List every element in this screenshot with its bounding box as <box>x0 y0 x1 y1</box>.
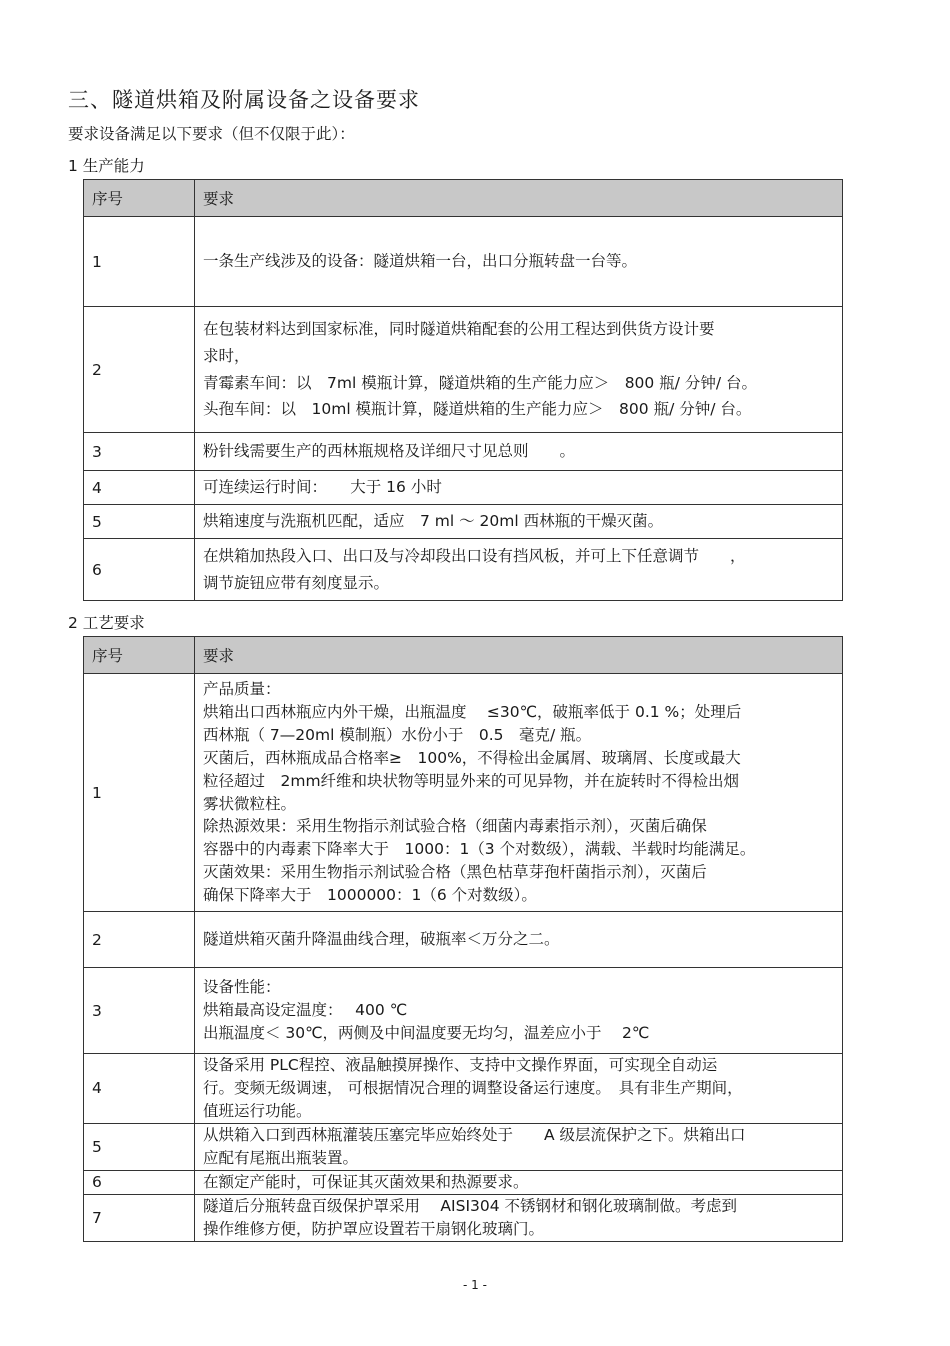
row-number: 4 <box>84 471 195 505</box>
row-requirement <box>195 1194 843 1241</box>
requirement-line: 应配有尾瓶出瓶装置。 <box>203 1148 359 1167</box>
row-number: 6 <box>84 539 195 601</box>
requirement-line: 容器中的内毒素下降率大于 1000：1（3 个对数级），满载、半载时均能满足。 <box>203 840 756 859</box>
requirement-line: 除热源效果：采用生物指示剂试验合格（细菌内毒素指示剂），灭菌后确保 <box>203 817 707 836</box>
page-number: - 1 - <box>463 1278 487 1292</box>
row-requirement <box>195 1054 843 1124</box>
row-number: 1 <box>84 217 195 307</box>
header-requirement: 要求 <box>195 637 843 674</box>
requirement-line: 在烘箱加热段入口、出口及与冷却段出口设有挡风板，并可上下任意调节 ， <box>203 546 746 565</box>
header-requirement: 要求 <box>195 180 843 217</box>
row-requirement <box>195 1123 843 1170</box>
section-heading-capacity: 1 生产能力 <box>68 157 145 175</box>
row-requirement <box>195 968 843 1054</box>
requirement-line: 在包装材料达到国家标准，同时隧道烘箱配套的公用工程达到供货方设计要 <box>203 319 715 338</box>
row-requirement <box>195 217 843 307</box>
row-requirement <box>195 505 843 539</box>
row-number: 5 <box>84 1123 195 1170</box>
requirement-line: 设备采用 PLC程控、液晶触摸屏操作、支持中文操作界面，可实现全自动运 <box>203 1056 718 1074</box>
requirement-line: 烘箱速度与洗瓶机匹配，适应 7 ml ～ 20ml 西林瓶的干燥灭菌。 <box>203 512 664 531</box>
table-header-row <box>84 637 843 674</box>
table-row <box>84 968 843 1054</box>
requirement-line: 头孢车间：以 10ml 模瓶计算，隧道烘箱的生产能力应＞ 800 瓶/ 分钟/ 台。 <box>203 400 752 419</box>
requirement-line: 确保下降率大于 1000000：1（6 个对数级）。 <box>203 886 537 905</box>
table-row <box>84 505 843 539</box>
requirement-line: 隧道后分瓶转盘百级保护罩采用 AISI304 不锈钢材和钢化玻璃制做。考虑到 <box>203 1196 738 1215</box>
row-number: 3 <box>84 433 195 471</box>
requirement-line: 调节旋钮应带有刻度显示。 <box>203 573 390 592</box>
requirement-line: 西林瓶（ 7—20ml 模制瓶）水份小于 0.5 毫克/ 瓶。 <box>203 725 592 744</box>
row-number: 1 <box>84 674 195 912</box>
requirement-line: 值班运行功能。 <box>203 1101 312 1120</box>
document-title: 三、隧道烘箱及附属设备之设备要求 <box>68 88 420 112</box>
requirement-line: 从烘箱入口到西林瓶灌装压塞完毕应始终处于 A 级层流保护之下。烘箱出口 <box>203 1125 746 1144</box>
table-row <box>84 471 843 505</box>
requirement-line: 灭菌效果：采用生物指示剂试验合格（黑色枯草芽孢杆菌指示剂），灭菌后 <box>203 863 707 882</box>
requirement-line: 求时， <box>203 346 250 365</box>
row-number: 6 <box>84 1170 195 1194</box>
requirement-line: 雾状微粒柱。 <box>203 794 297 813</box>
row-requirement <box>195 912 843 968</box>
table-row <box>84 307 843 433</box>
row-number: 5 <box>84 505 195 539</box>
row-requirement <box>195 539 843 601</box>
section-heading-process: 2 工艺要求 <box>68 614 145 632</box>
requirement-line: 行。变频无级调速， 可根据情况合理的调整设备运行速度。 具有非生产期间， <box>203 1078 743 1097</box>
table-row <box>84 1194 843 1241</box>
row-requirement <box>195 433 843 471</box>
requirement-line: 青霉素车间：以 7ml 模瓶计算，隧道烘箱的生产能力应＞ 800 瓶/ 分钟/ 台。 <box>203 373 758 392</box>
requirement-line: 一条生产线涉及的设备：隧道烘箱一台，出口分瓶转盘一台等。 <box>203 252 638 271</box>
requirement-line: 设备性能： <box>203 978 281 997</box>
requirement-line: 烘箱最高设定温度： 400 ℃ <box>203 1001 408 1020</box>
capacity-table <box>83 179 843 601</box>
header-number: 序号 <box>84 180 195 217</box>
requirement-line: 灭菌后，西林瓶成品合格率≥ 100%，不得检出金属屑、玻璃屑、长度或最大 <box>203 748 741 767</box>
table-row <box>84 912 843 968</box>
table-row <box>84 1170 843 1194</box>
row-number: 7 <box>84 1194 195 1241</box>
row-number: 3 <box>84 968 195 1054</box>
table-row <box>84 1054 843 1124</box>
row-number: 2 <box>84 912 195 968</box>
table-header-row <box>84 180 843 217</box>
requirement-line: 在额定产能时，可保证其灭菌效果和热源要求。 <box>203 1172 529 1191</box>
requirement-line: 烘箱出口西林瓶应内外干燥，出瓶温度 ≤30℃，破瓶率低于 0.1 %；处理后 <box>203 702 742 721</box>
requirement-line: 出瓶温度＜ 30℃，两侧及中间温度要无均匀，温差应小于 2℃ <box>203 1023 650 1042</box>
table-row <box>84 674 843 912</box>
requirement-line: 隧道烘箱灭菌升降温曲线合理，破瓶率＜万分之二。 <box>203 930 560 949</box>
requirement-line: 可连续运行时间： 大于 16 小时 <box>203 478 442 497</box>
row-requirement <box>195 674 843 912</box>
row-requirement <box>195 1170 843 1194</box>
row-requirement <box>195 471 843 505</box>
table-row <box>84 1123 843 1170</box>
table-row <box>84 217 843 307</box>
row-requirement <box>195 307 843 433</box>
table-row <box>84 539 843 601</box>
intro-text: 要求设备满足以下要求（但不仅限于此）： <box>68 125 355 143</box>
row-number: 2 <box>84 307 195 433</box>
requirement-line: 产品质量： <box>203 679 281 698</box>
requirement-line: 粒径超过 2mm纤维和块状物等明显外来的可见异物，并在旋转时不得检出烟 <box>203 771 740 790</box>
requirement-line: 粉针线需要生产的西林瓶规格及详细尺寸见总则 。 <box>203 442 576 461</box>
requirement-line: 操作维修方便，防护罩应设置若干扇钢化玻璃门。 <box>203 1219 545 1238</box>
row-number: 4 <box>84 1054 195 1124</box>
table-row <box>84 433 843 471</box>
process-table <box>83 636 843 1242</box>
header-number: 序号 <box>84 637 195 674</box>
